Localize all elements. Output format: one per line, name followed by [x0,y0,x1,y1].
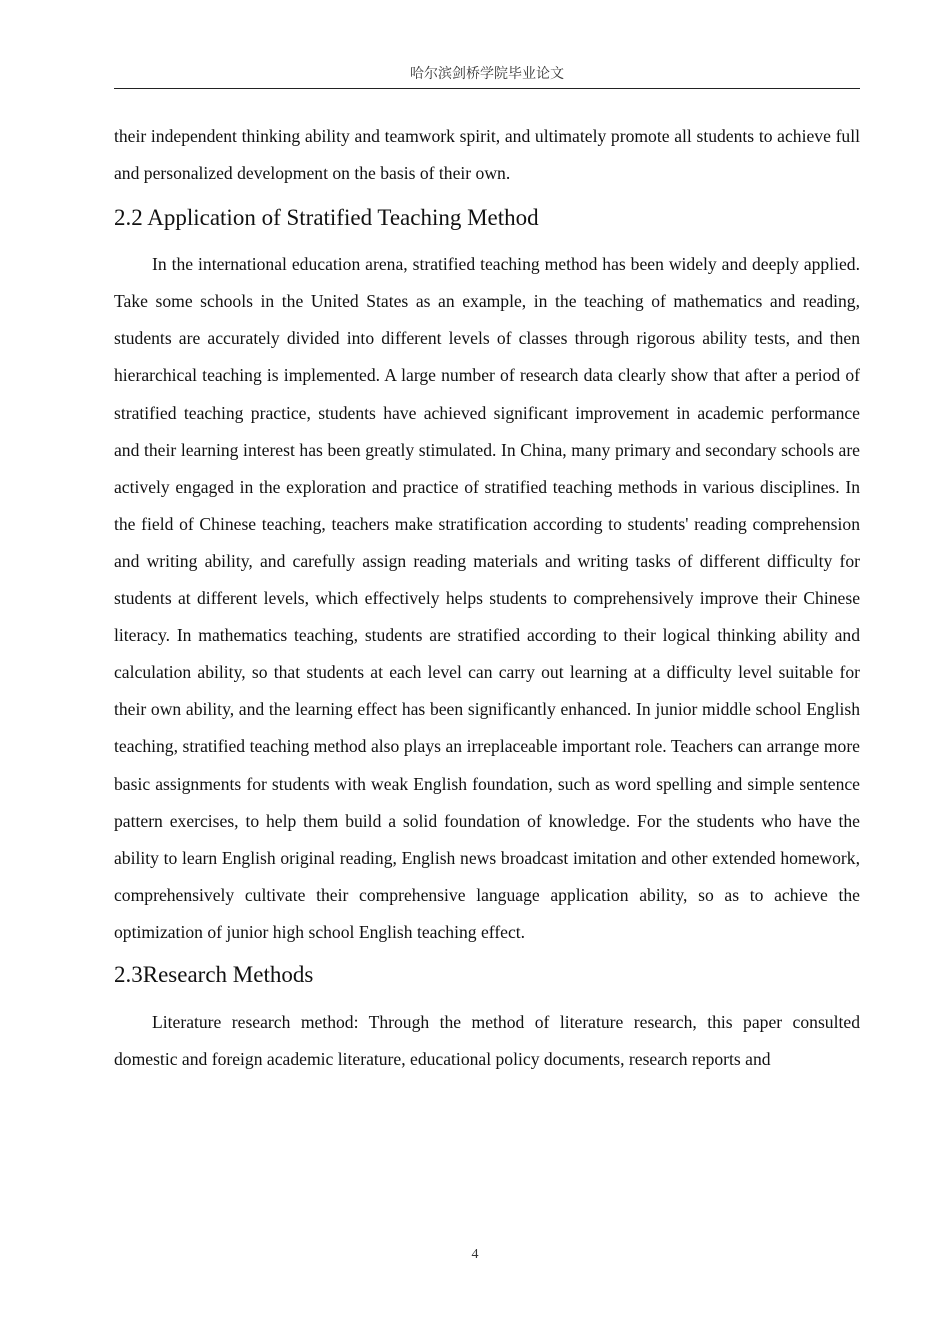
continuation-paragraph: their independent thinking ability and teamwork spirit, and ultimately promote all students to achieve full and personalized development on the basis of their own. [114,126,860,184]
section-heading-2-3: 2.3Research Methods [114,961,314,987]
section-heading-2-2: 2.2 Application of Stratified Teaching Method [114,205,539,231]
section-2-3-paragraph: Literature research method: Through the method of literature research, this paper consulted domestic and foreign academic literature, educational policy documents, research reports and [114,1011,860,1070]
document-body [114,118,860,1078]
section-2-2-paragraph: In the international education arena, stratified teaching method has been widely and deeply applied. Take some schools in the United States as an example, in the teaching of mathematics and reading, students are accurately divided into different levels of classes through rigorous ability tests, and then hierarchical teaching is implemented. A large number of research data clearly show that after a period of stratified teaching practice, students have achieved significant improvement in academic performance and their learning interest has been greatly stimulated. In China, many primary and secondary schools are actively engaged in the exploration and practice of stratified teaching methods in various disciplines. In the field of Chinese teaching, teachers make stratification according to students' reading comprehension and writing ability, and carefully assign reading materials and writing tasks of different difficulty for students at different levels, which effectively helps students to comprehensively improve their Chinese literacy. In mathematics teaching, students are stratified according to their logical thinking ability and calculation ability, so that students at each level can carry out learning at a difficulty level suitable for their own ability, and the learning effect has been significantly enhanced. In junior middle school English teaching, stratified teaching method also plays an irreplaceable important role. Teachers can arrange more basic assignments for students with weak English foundation, such as word spelling and simple sentence pattern exercises, to help them build a solid foundation of knowledge. For the students who have the ability to learn English original reading, English news broadcast imitation and other extended homework, comprehensively cultivate their comprehensive language application ability, so as to achieve the optimization of junior high school English teaching effect. [114,254,860,942]
page-header [114,64,860,89]
header-title: 哈尔滨剑桥学院毕业论文 [410,67,564,82]
page-number: 4 [471,1247,479,1262]
